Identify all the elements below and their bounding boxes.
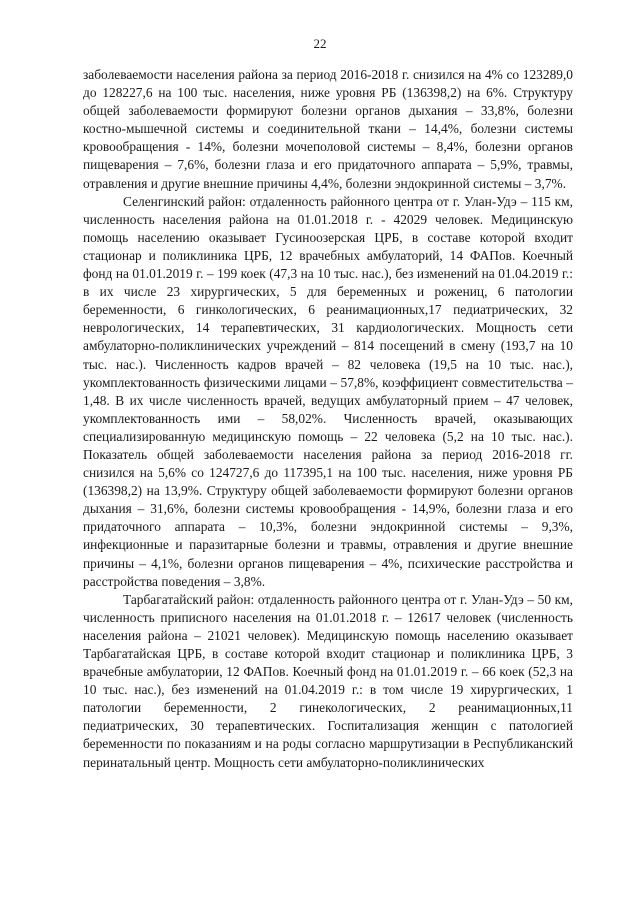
- paragraph-selenginsky: Селенгинский район: отдаленность районного центра от г. Улан-Удэ – 115 км, численность населения района на 01.01.2018 г. - 42029 человек. Медицинскую помощь населению оказывает Гусиноозерская ЦРБ, в составе которой входит стационар и поликлиника ЦРБ, 12 врачебных амбулаторий, 14 ФАПов. Коечный фонд на 01.01.2019 г. – 199 коек (47,3 на 10 тыс. нас.), без изменений на 01.04.2019 г.: в их числе 23 хирургических, 5 для беременных и рожениц, 6 патологии беременности, 6 гинкологических, 6 реанимационных,17 педиатрических, 32 неврологических, 14 терапевтических, 31 кардиологических. Мощность сети амбулаторно-поликлинических учреждений – 814 посещений в смену (193,7 на 10 тыс. нас.). Численность кадров врачей – 82 человека (19,5 на 10 тыс. нас.), укомплектованность физическими лицами – 57,8%, коэффициент совместительства – 1,48. В их числе численность врачей, ведущих амбулаторный прием – 47 человек, укомплектованность ими – 58,02%. Численность врачей, оказывающих специализированную медицинскую помощь – 22 человека (5,2 на 10 тыс. нас.). Показатель общей заболеваемости населения района за период 2016-2018 гг. снизился на 5,6% со 124727,6 до 117395,1 на 100 тыс. населения, ниже уровня РБ (136398,2) на 13,9%. Структуру общей заболеваемости формируют болезни органов дыхания – 31,6%, болезни системы кровообращения - 14,9%, болезни глаза и его придаточного аппарата – 10,3%, болезни эндокринной системы – 9,3%, инфекционные и паразитарные болезни и травмы, отравления и другие внешние причины – 4,1%, болезни органов пищеварения – 4%, психические расстройства и расстройства поведения – 3,8%.: [83, 193, 573, 589]
- paragraph-tarbagataisky: Тарбагатайский район: отдаленность районного центра от г. Улан-Удэ – 50 км, численность приписного населения на 01.01.2018 г. – 12617 человек (численность населения района – 21021 человек). Медицинскую помощь населению оказывает Тарбагатайская ЦРБ, в составе которой входит стационар и поликлиника ЦРБ, 3 врачебные амбулатории, 12 ФАПов. Коечный фонд на 01.01.2019 г. – 66 коек (52,3 на 10 тыс. нас.), без изменений на 01.04.2019 г.: в том числе 19 хирургических, 1 патологии беременности, 2 гинекологических, 2 реанимационных,11 педиатрических, 30 терапевтических. Госпитализация женщин с патологией беременности по показаниям и на роды согласно маршрутизации в Республиканский перинатальный центр. Мощность сети амбулаторно-поликлинических: [83, 591, 573, 770]
- document-body: [83, 66, 573, 772]
- page-number: 22: [313, 36, 327, 51]
- paragraph-zaigraevsky-continuation: заболеваемости населения района за период 2016-2018 г. снизился на 4% со 123289,0 до 128227,6 на 100 тыс. населения, ниже уровня РБ (136398,2) на 6%. Структуру общей заболеваемости формируют болезни органов дыхания – 33,8%, болезни костно-мышечной системы и соединительной ткани – 14,4%, болезни системы кровообращения - 14%, болезни мочеполовой системы – 8,4%, болезни органов пищеварения – 7,6%, болезни глаза и его придаточного аппарата – 5,9%, травмы, отравления и другие внешние причины 4,4%, болезни эндокринной системы – 3,7%.: [83, 67, 573, 191]
